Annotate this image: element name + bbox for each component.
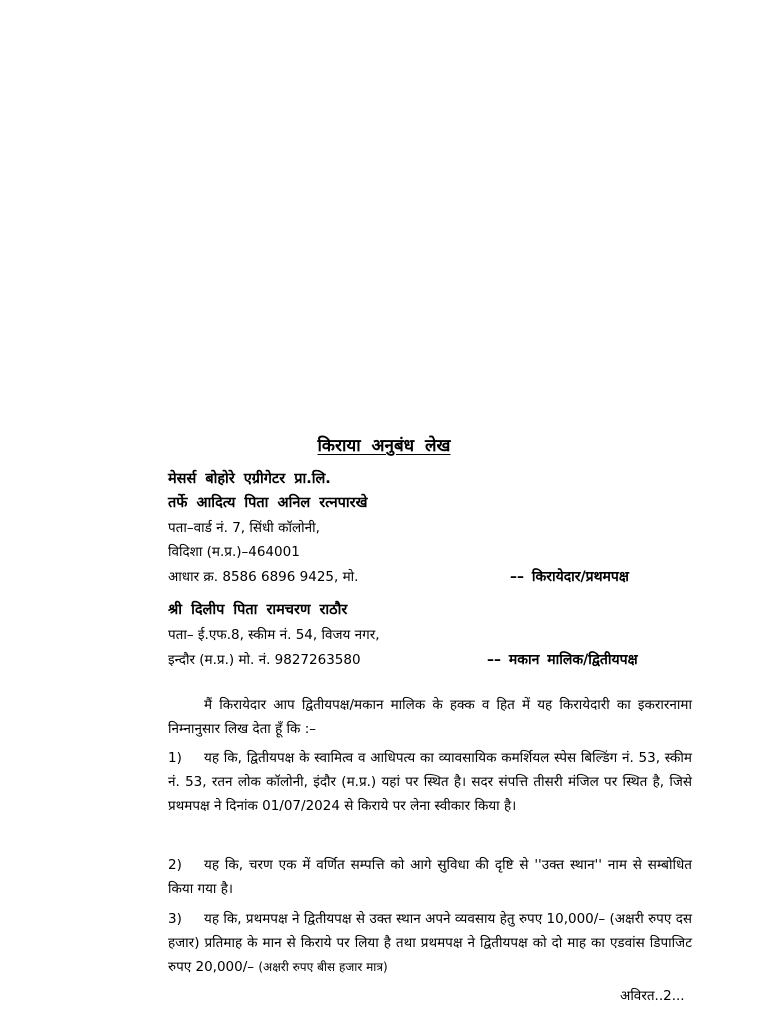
intro-paragraph: मैं किरायेदार आप द्वितीयपक्ष/मकान मालिक के हक्क व हित में यह किरायेदारी का इकरारनामा निम्नानुसार लिख देता हूँ कि :–	[168, 697, 692, 737]
continued-marker: अविरत..2...	[620, 988, 685, 1004]
clause-2-number: 2)	[168, 857, 182, 873]
clause-2	[168, 853, 692, 901]
tenant-aadhaar-line: आधार क्र. 8586 6896 9425, मो.	[168, 569, 359, 585]
clause-1	[168, 746, 692, 818]
clause-1-text: यह कि, द्वितीयपक्ष के स्वामित्व व आधिपत्य का व्यावसायिक कमर्शियल स्पेस बिल्डिंग नं. 53, स्कीम नं. 53, रतन लोक कॉलोनी, इंदौर (म.प्र.) यहां पर स्थित है। सदर संपत्ति तीसरी मंजिल पर स्थित है, जिसे प्रथमपक्ष ने दिनांक 01/07/2024 से किराये पर लेना स्वीकार किया है।	[168, 750, 692, 814]
owner-role: –– मकान मालिक/द्वितीयपक्ष	[487, 652, 638, 668]
owner-address-line2: इन्दौर (म.प्र.) मो. नं. 9827263580	[168, 652, 361, 668]
tenant-address-line1: पता–वार्ड नं. 7, सिंधी कॉलोनी,	[168, 520, 320, 536]
owner-address-line1: पता– ई.एफ.8, स्कीम नं. 54, विजय नगर,	[168, 627, 380, 643]
clause-1-number: 1)	[168, 750, 182, 766]
owner-name-line: श्री दिलीप पिता रामचरण राठौर	[168, 602, 348, 618]
tenant-role: –– किरायेदार/प्रथमपक्ष	[510, 569, 629, 585]
tenant-name-line1: मेसर्स बोहोरे एग्रीगेटर प्रा.लि.	[168, 471, 331, 487]
tenant-name-line2: तर्फे आदित्य पिता अनिल रत्नपारखे	[168, 495, 368, 511]
document-title: किराया अनुबंध लेख	[317, 436, 451, 456]
clause-3-number: 3)	[168, 911, 182, 927]
clause-3	[168, 907, 692, 979]
clause-3-text: यह कि, प्रथमपक्ष ने द्वितीयपक्ष से उक्त स्थान अपने व्यवसाय हेतु रुपए 10,000/– (अक्षरी रुपए दस हजार) प्रतिमाह के मान से किराये पर लिया है तथा प्रथमपक्ष ने द्वितीयपक्ष को दो माह का एडवांस डिपाजिट रुपए 20,000/–	[168, 911, 692, 975]
clause-2-text: यह कि, चरण एक में वर्णित सम्पत्ति को आगे सुविधा की दृष्टि से ''उक्त स्थान'' नाम से सम्बोधित किया गया है।	[168, 857, 692, 897]
clause-3-tail: (अक्षरी रुपए बीस हजार मात्र)	[258, 960, 388, 974]
tenant-address-line2: विदिशा (म.प्र.)–464001	[168, 544, 300, 560]
